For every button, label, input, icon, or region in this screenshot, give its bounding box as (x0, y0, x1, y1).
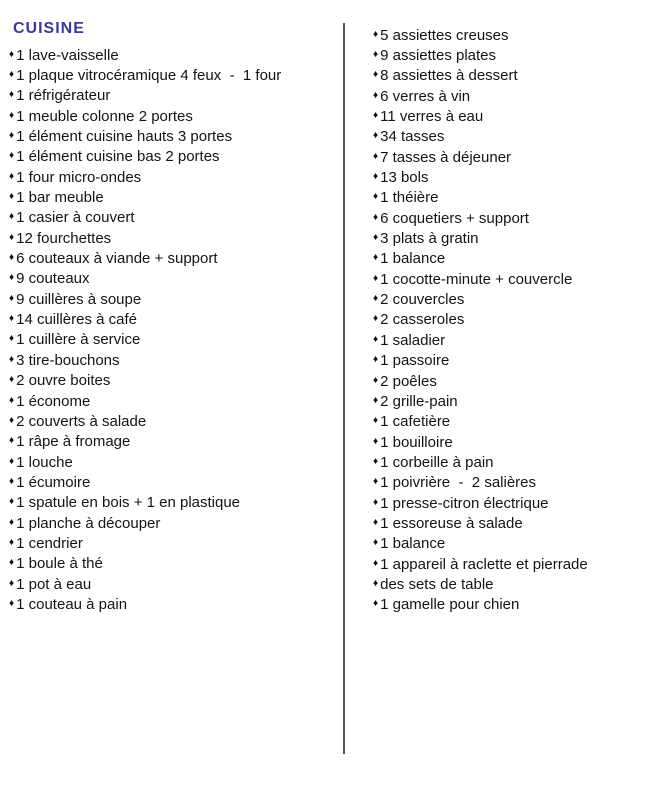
list-item (9, 289, 281, 309)
bullet-icon: ♦ (373, 191, 379, 203)
bullet-icon: ♦ (373, 333, 379, 345)
bullet-icon: ♦ (373, 394, 379, 406)
bullet-icon: ♦ (9, 333, 15, 345)
item-text: 1 presse-citron électrique (380, 494, 549, 512)
item-text: 1 lave-vaisselle (16, 46, 119, 64)
bullet-icon: ♦ (373, 171, 379, 183)
bullet-icon: ♦ (373, 313, 379, 325)
item-text: 9 couteaux (16, 270, 90, 288)
item-text: 2 poêles (380, 372, 437, 390)
bullet-icon: ♦ (9, 557, 15, 569)
bullet-icon: ♦ (9, 150, 15, 162)
bullet-icon: ♦ (373, 557, 379, 569)
item-text: 9 assiettes plates (380, 47, 497, 65)
bullet-icon: ♦ (9, 69, 15, 81)
bullet-icon: ♦ (373, 476, 379, 488)
item-text: 3 plats à gratin (380, 230, 479, 248)
list-item (373, 289, 588, 309)
list-item (9, 65, 281, 85)
bullet-icon: ♦ (373, 130, 379, 142)
list-item (373, 473, 588, 493)
bullet-icon: ♦ (373, 374, 379, 386)
item-text: 1 appareil à raclette et pierrade (380, 555, 588, 573)
bullet-icon: ♦ (373, 537, 379, 549)
bullet-icon: ♦ (9, 455, 15, 467)
bullet-icon: ♦ (373, 150, 379, 162)
bullet-icon: ♦ (9, 109, 15, 121)
list-item (9, 472, 281, 492)
item-text: 1 planche à découper (16, 514, 161, 532)
item-text: 14 cuillères à café (16, 311, 138, 329)
bullet-icon: ♦ (9, 435, 15, 447)
item-text: 12 fourchettes (16, 229, 112, 247)
bullet-icon: ♦ (9, 89, 15, 101)
item-text: 1 balance (380, 535, 446, 553)
list-item (9, 371, 281, 391)
item-text: 1 corbeille à pain (380, 453, 494, 471)
bullet-icon: ♦ (373, 110, 379, 122)
item-text: 1 cocotte-minute + couvercle (380, 270, 573, 288)
list-item (9, 208, 281, 228)
bullet-icon: ♦ (373, 89, 379, 101)
item-text: 2 casseroles (380, 311, 465, 329)
bullet-icon: ♦ (9, 313, 15, 325)
column-divider (343, 23, 345, 754)
list-item (373, 106, 588, 126)
list-item (9, 147, 281, 167)
item-text: 1 écumoire (16, 473, 91, 491)
list-item (373, 513, 588, 533)
bullet-icon: ♦ (373, 69, 379, 81)
list-item (373, 45, 588, 65)
bullet-icon: ♦ (373, 232, 379, 244)
list-item (373, 167, 588, 187)
bullet-icon: ♦ (373, 354, 379, 366)
list-item (9, 86, 281, 106)
list-item (9, 106, 281, 126)
list-item (373, 595, 588, 615)
bullet-icon: ♦ (9, 374, 15, 386)
bullet-icon: ♦ (9, 211, 15, 223)
bullet-icon: ♦ (373, 293, 379, 305)
bullet-icon: ♦ (9, 394, 15, 406)
bullet-icon: ♦ (9, 597, 15, 609)
list-item (9, 452, 281, 472)
bullet-icon: ♦ (373, 516, 379, 528)
item-text: 6 verres à vin (380, 87, 471, 105)
bullet-icon: ♦ (9, 536, 15, 548)
item-text: 2 grille-pain (380, 392, 458, 410)
item-text: 1 gamelle pour chien (380, 596, 520, 614)
list-item (373, 25, 588, 45)
item-text: 1 élément cuisine bas 2 portes (16, 148, 220, 166)
bullet-icon: ♦ (9, 48, 15, 60)
list-item (373, 554, 588, 574)
bullet-icon: ♦ (373, 496, 379, 508)
list-item (9, 574, 281, 594)
list-item (9, 411, 281, 431)
item-text: 1 pot à eau (16, 575, 92, 593)
bullet-icon: ♦ (9, 475, 15, 487)
bullet-icon: ♦ (9, 191, 15, 203)
list-item (9, 533, 281, 553)
right-column (373, 25, 588, 615)
item-text: 1 plaque vitrocéramique 4 feux - 1 four (16, 67, 282, 85)
list-item (373, 432, 588, 452)
item-text: 6 coquetiers + support (380, 209, 529, 227)
bullet-icon: ♦ (9, 414, 15, 426)
item-text: 1 four micro-ondes (16, 168, 142, 186)
list-item (9, 248, 281, 268)
item-text: 1 cuillère à service (16, 331, 141, 349)
bullet-icon: ♦ (373, 435, 379, 447)
item-text: 1 couteau à pain (16, 595, 128, 613)
bullet-icon: ♦ (373, 211, 379, 223)
item-text: 5 assiettes creuses (380, 26, 509, 44)
item-text: 1 cafetière (380, 413, 451, 431)
list-item (9, 493, 281, 513)
bullet-icon: ♦ (9, 130, 15, 142)
item-text: 1 théière (380, 189, 439, 207)
left-column (9, 45, 281, 615)
item-text: 8 assiettes à dessert (380, 67, 518, 85)
bullet-icon: ♦ (9, 231, 15, 243)
item-text: 2 couvercles (380, 291, 465, 309)
bullet-icon: ♦ (373, 28, 379, 40)
item-text: 2 couverts à salade (16, 412, 147, 430)
list-item (373, 127, 588, 147)
item-text: 1 spatule en bois + 1 en plastique (16, 494, 241, 512)
list-item (9, 350, 281, 370)
list-item (373, 412, 588, 432)
list-item (9, 167, 281, 187)
list-item (373, 228, 588, 248)
item-text: 2 ouvre boites (16, 372, 111, 390)
item-text: 1 râpe à fromage (16, 433, 131, 451)
item-text: 1 cendrier (16, 534, 83, 552)
item-text: 1 bar meuble (16, 189, 104, 207)
item-text: 9 cuillères à soupe (16, 290, 142, 308)
item-text: 1 réfrigérateur (16, 87, 111, 105)
bullet-icon: ♦ (9, 577, 15, 589)
item-text: 1 boule à thé (16, 555, 103, 573)
bullet-icon: ♦ (373, 577, 379, 589)
item-text: 1 élément cuisine hauts 3 portes (16, 128, 233, 146)
list-item (9, 126, 281, 146)
bullet-icon: ♦ (373, 455, 379, 467)
item-text: 1 balance (380, 250, 446, 268)
item-text: 1 saladier (380, 331, 446, 349)
bullet-icon: ♦ (9, 353, 15, 365)
bullet-icon: ♦ (373, 49, 379, 61)
item-text: 1 louche (16, 453, 73, 471)
list-item (373, 351, 588, 371)
bullet-icon: ♦ (373, 272, 379, 284)
item-text: 7 tasses à déjeuner (380, 148, 512, 166)
bullet-icon: ♦ (373, 598, 379, 610)
bullet-icon: ♦ (373, 252, 379, 264)
item-text: 34 tasses (380, 128, 445, 146)
list-item (9, 513, 281, 533)
item-text: 1 essoreuse à salade (380, 514, 523, 532)
item-text: 1 poivrière - 2 salières (380, 474, 537, 492)
list-item (9, 594, 281, 614)
list-item (373, 249, 588, 269)
item-text: 13 bols (380, 169, 429, 187)
list-item (373, 208, 588, 228)
list-item (373, 330, 588, 350)
bullet-icon: ♦ (9, 170, 15, 182)
bullet-icon: ♦ (9, 272, 15, 284)
item-text: 1 casier à couvert (16, 209, 135, 227)
item-text: 1 passoire (380, 352, 450, 370)
list-item (9, 269, 281, 289)
list-item (373, 188, 588, 208)
list-item (373, 147, 588, 167)
list-item (9, 45, 281, 65)
bullet-icon: ♦ (373, 415, 379, 427)
item-text: 1 bouilloire (380, 433, 453, 451)
list-item (9, 554, 281, 574)
item-text: 6 couteaux à viande + support (16, 250, 218, 268)
list-item (9, 228, 281, 248)
list-item (373, 269, 588, 289)
list-item (373, 574, 588, 594)
page-title: CUISINE (13, 20, 85, 37)
item-text: 3 tire-bouchons (16, 351, 120, 369)
list-item (9, 330, 281, 350)
item-text: 1 meuble colonne 2 portes (16, 107, 193, 125)
list-item (373, 391, 588, 411)
list-item (373, 371, 588, 391)
list-item (9, 391, 281, 411)
bullet-icon: ♦ (9, 252, 15, 264)
bullet-icon: ♦ (9, 292, 15, 304)
bullet-icon: ♦ (9, 516, 15, 528)
list-item (373, 86, 588, 106)
item-text: des sets de table (380, 575, 494, 593)
item-text: 1 économe (16, 392, 91, 410)
item-text: 11 verres à eau (380, 108, 484, 126)
list-item (373, 534, 588, 554)
list-item (9, 309, 281, 329)
list-item (373, 66, 588, 86)
list-item (373, 452, 588, 472)
list-item (9, 187, 281, 207)
list-item (9, 432, 281, 452)
list-item (373, 310, 588, 330)
bullet-icon: ♦ (9, 496, 15, 508)
list-item (373, 493, 588, 513)
